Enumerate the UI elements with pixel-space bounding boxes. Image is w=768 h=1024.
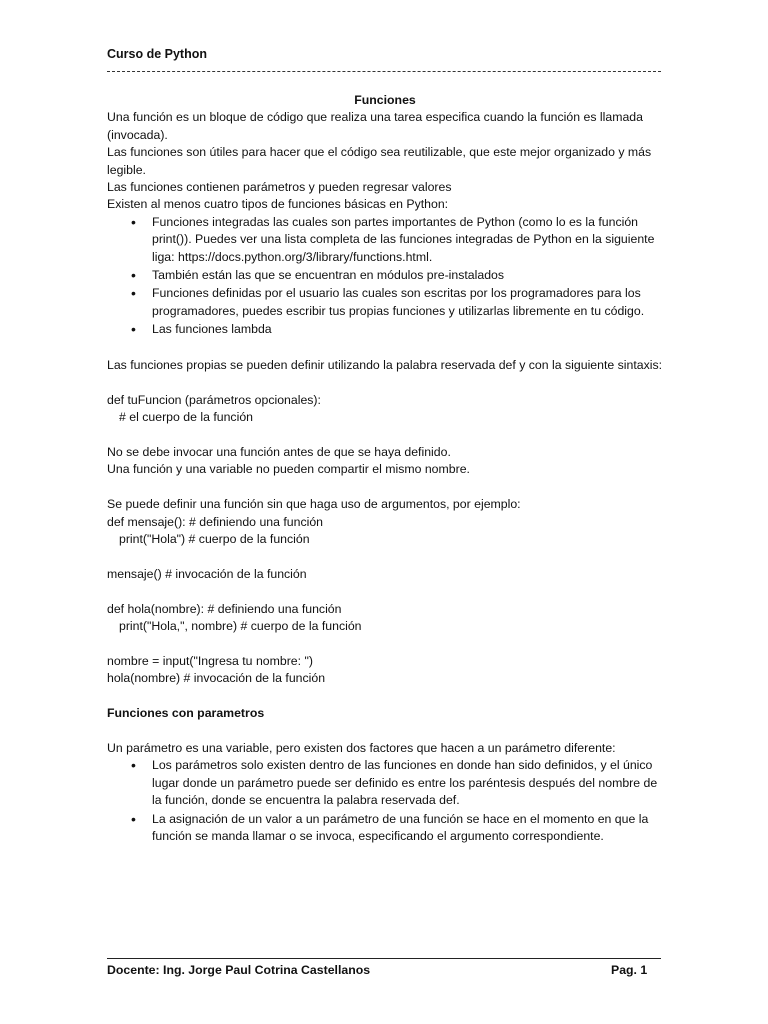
param-intro-paragraph: Un parámetro es una variable, pero existen dos factores que hacen a un parámetro diferente: xyxy=(107,740,616,755)
def-intro-paragraph: Las funciones propias se pueden definir utilizando la palabra reservada def y con la siguiente sintaxis: xyxy=(107,358,663,373)
spacer xyxy=(107,479,663,496)
intro-paragraph: Existen al menos cuatro tipos de funciones básicas en Python: xyxy=(107,197,449,212)
spacer xyxy=(107,549,663,566)
header-dashed-divider xyxy=(107,71,661,72)
code-line: print("Hola") # cuerpo de la función xyxy=(119,532,310,547)
example-intro-paragraph: Se puede definir una función sin que haga uso de argumentos, por ejemplo: xyxy=(107,497,521,512)
footer-teacher: Docente: Ing. Jorge Paul Cotrina Castellanos xyxy=(107,963,371,977)
code-line: # el cuerpo de la función xyxy=(119,410,253,425)
intro-paragraph: Las funciones contienen parámetros y pueden regresar valores xyxy=(107,180,452,195)
spacer xyxy=(107,723,663,740)
spacer xyxy=(107,636,663,653)
course-header-title: Curso de Python xyxy=(107,47,208,61)
code-line: hola(nombre) # invocación de la función xyxy=(107,671,326,686)
subsection-heading: Funciones con parametros xyxy=(107,706,265,721)
spacer xyxy=(107,427,663,444)
parameter-facts-list xyxy=(107,757,663,845)
list-item: • Las funciones lambda xyxy=(152,321,663,338)
code-line: def mensaje(): # definiendo una función xyxy=(107,514,324,529)
footer-divider xyxy=(107,958,661,959)
code-line: print("Hola,", nombre) # cuerpo de la función xyxy=(119,619,362,634)
spacer xyxy=(107,374,663,391)
footer-page-number: Pag. 1 xyxy=(611,963,648,977)
code-line: nombre = input("Ingresa tu nombre: ") xyxy=(107,653,313,668)
code-line: mensaje() # invocación de la función xyxy=(107,566,307,581)
spacer xyxy=(107,340,663,357)
spacer xyxy=(107,688,663,705)
spacer xyxy=(107,583,663,600)
intro-paragraph: Una función es un bloque de código que realiza una tarea especifica cuando la función es llamada (invocada). xyxy=(107,110,643,142)
list-item: • También están las que se encuentran en módulos pre-instalados xyxy=(152,267,663,284)
rule-paragraph: No se debe invocar una función antes de que se haya definido. xyxy=(107,445,451,460)
code-line: def hola(nombre): # definiendo una función xyxy=(107,601,342,616)
list-item: • Funciones definidas por el usuario las cuales son escritas por los programadores para los programadores, puedes escribir tus propias funciones y utilizarlas libremente en tu código. xyxy=(152,285,663,320)
list-item: • La asignación de un valor a un parámetro de una función se hace en el momento en que la función se manda llamar o se invoca, especificando el argumento correspondiente. xyxy=(152,811,663,846)
document-body xyxy=(107,92,663,846)
function-types-list xyxy=(107,214,663,339)
intro-paragraph: Las funciones son útiles para hacer que el código sea reutilizable, que este mejor organizado y más legible. xyxy=(107,145,652,177)
section-title: Funciones xyxy=(354,93,416,107)
list-item: • Los parámetros solo existen dentro de las funciones en donde han sido definidos, y el único lugar donde un parámetro puede ser definido es entre los paréntesis después del nombre de la función, donde se encuentra la palabra reservada def. xyxy=(152,757,663,809)
code-line: def tuFuncion (parámetros opcionales): xyxy=(107,392,321,407)
list-item: • Funciones integradas las cuales son partes importantes de Python (como lo es la función print()). Puedes ver una lista completa de las funciones integradas de Python en la siguiente liga: https://docs.python.org/3/library/functions.html. xyxy=(152,214,663,266)
rule-paragraph: Una función y una variable no pueden compartir el mismo nombre. xyxy=(107,462,470,477)
